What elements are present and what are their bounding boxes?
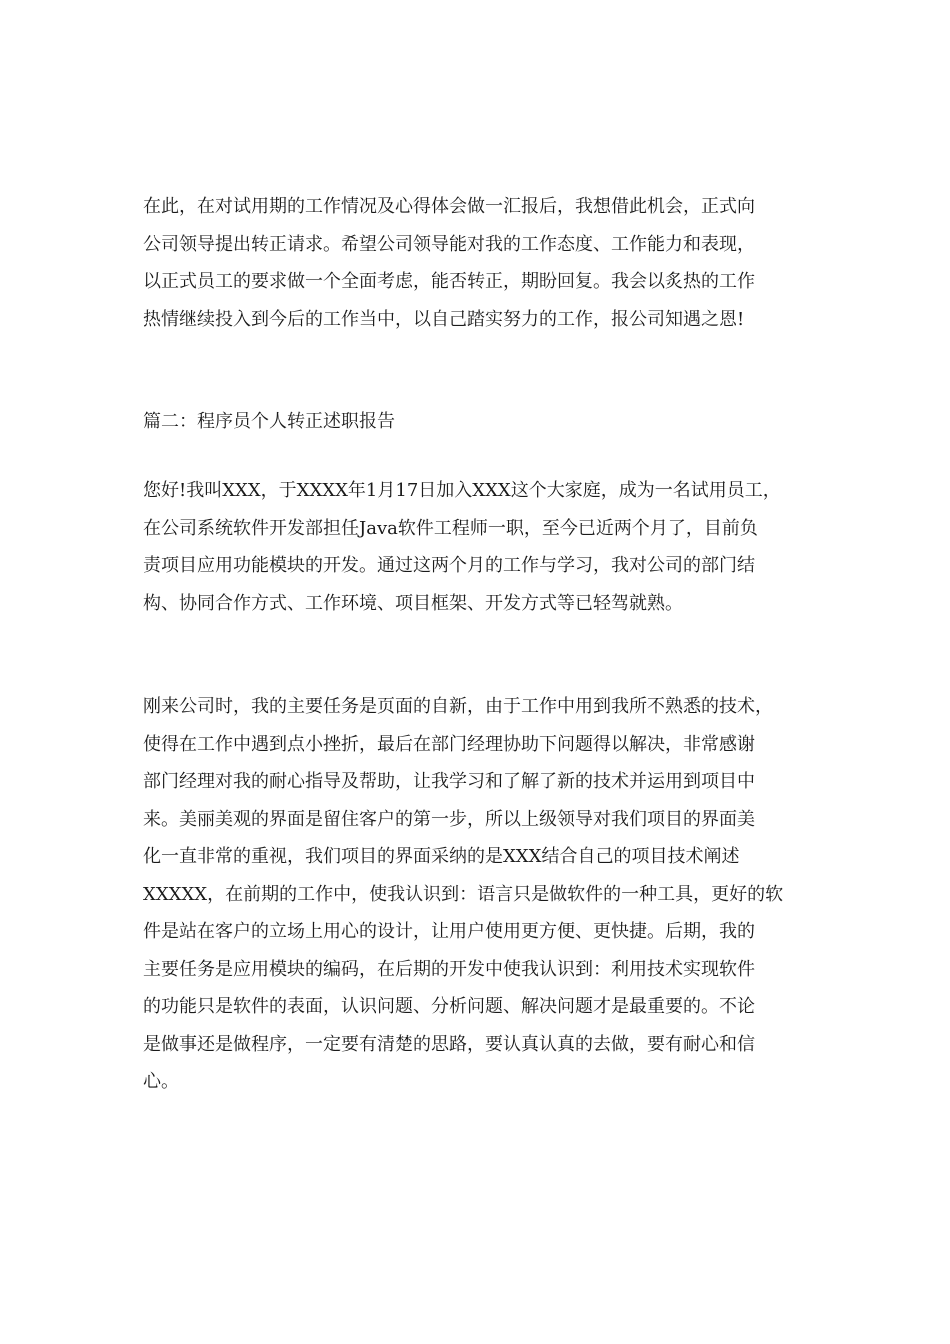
text-line: 心。 [143,1071,179,1092]
text-line: 的功能只是软件的表面，认识问题、分析问题、解决问题才是最重要的。不论 [143,996,755,1017]
text-line: 部门经理对我的耐心指导及帮助，让我学习和了解了新的技术并运用到项目中 [143,771,755,792]
paragraph-introduction [143,472,823,622]
text-line: 以正式员工的要求做一个全面考虑，能否转正，期盼回复。我会以炙热的工作 [143,271,755,292]
text-line: 使得在工作中遇到点小挫折，最后在部门经理协助下问题得以解决，非常感谢 [143,733,755,755]
text-line: 在此，在对试用期的工作情况及心得体会做一汇报后，我想借此机会，正式向 [143,196,755,217]
text-line: 刚来公司时，我的主要任务是页面的自新，由于工作中用到我所不熟悉的技术， [143,696,773,717]
text-line: 公司领导提出转正请求。希望公司领导能对我的工作态度、工作能力和表现， [143,233,755,255]
text-line: XXXXX，在前期的工作中，使我认识到：语言只是做软件的一种工具，更好的软 [143,883,784,905]
text-line: 热情继续投入到今后的工作当中，以自己踏实努力的工作，报公司知遇之恩! [143,308,745,330]
text-line: 构、协同合作方式、工作环境、项目框架、开发方式等已轻驾就熟。 [143,592,683,614]
text-line: 是做事还是做程序，一定要有清楚的思路，要认真认真的去做，要有耐心和信 [143,1033,755,1055]
text-line: 化一直非常的重视，我们项目的界面采纳的是XXX结合自己的项目技术阐述 [143,846,740,867]
text-line: 在公司系统软件开发部担任Java软件工程师一职，至今已近两个月了，目前负 [143,517,758,539]
text-line: 件是站在客户的立场上用心的设计，让用户使用更方便、更快捷。后期，我的 [143,921,755,942]
heading-text: 篇二：程序员个人转正述职报告 [143,411,395,432]
text-line: 来。美丽美观的界面是留住客户的第一步，所以上级领导对我们项目的界面美 [143,808,755,830]
text-line: 主要任务是应用模块的编码，在后期的开发中使我认识到：利用技术实现软件 [143,958,755,980]
text-line: 您好!我叫XXX，于XXXX年1月17日加入XXX这个大家庭，成为一名试用员工， [143,480,781,501]
paragraph-closing-request [143,188,823,338]
text-line: 责项目应用功能模块的开发。通过这两个月的工作与学习，我对公司的部门结 [143,555,755,576]
section-heading [143,403,823,441]
paragraph-work-experience [143,688,823,1101]
